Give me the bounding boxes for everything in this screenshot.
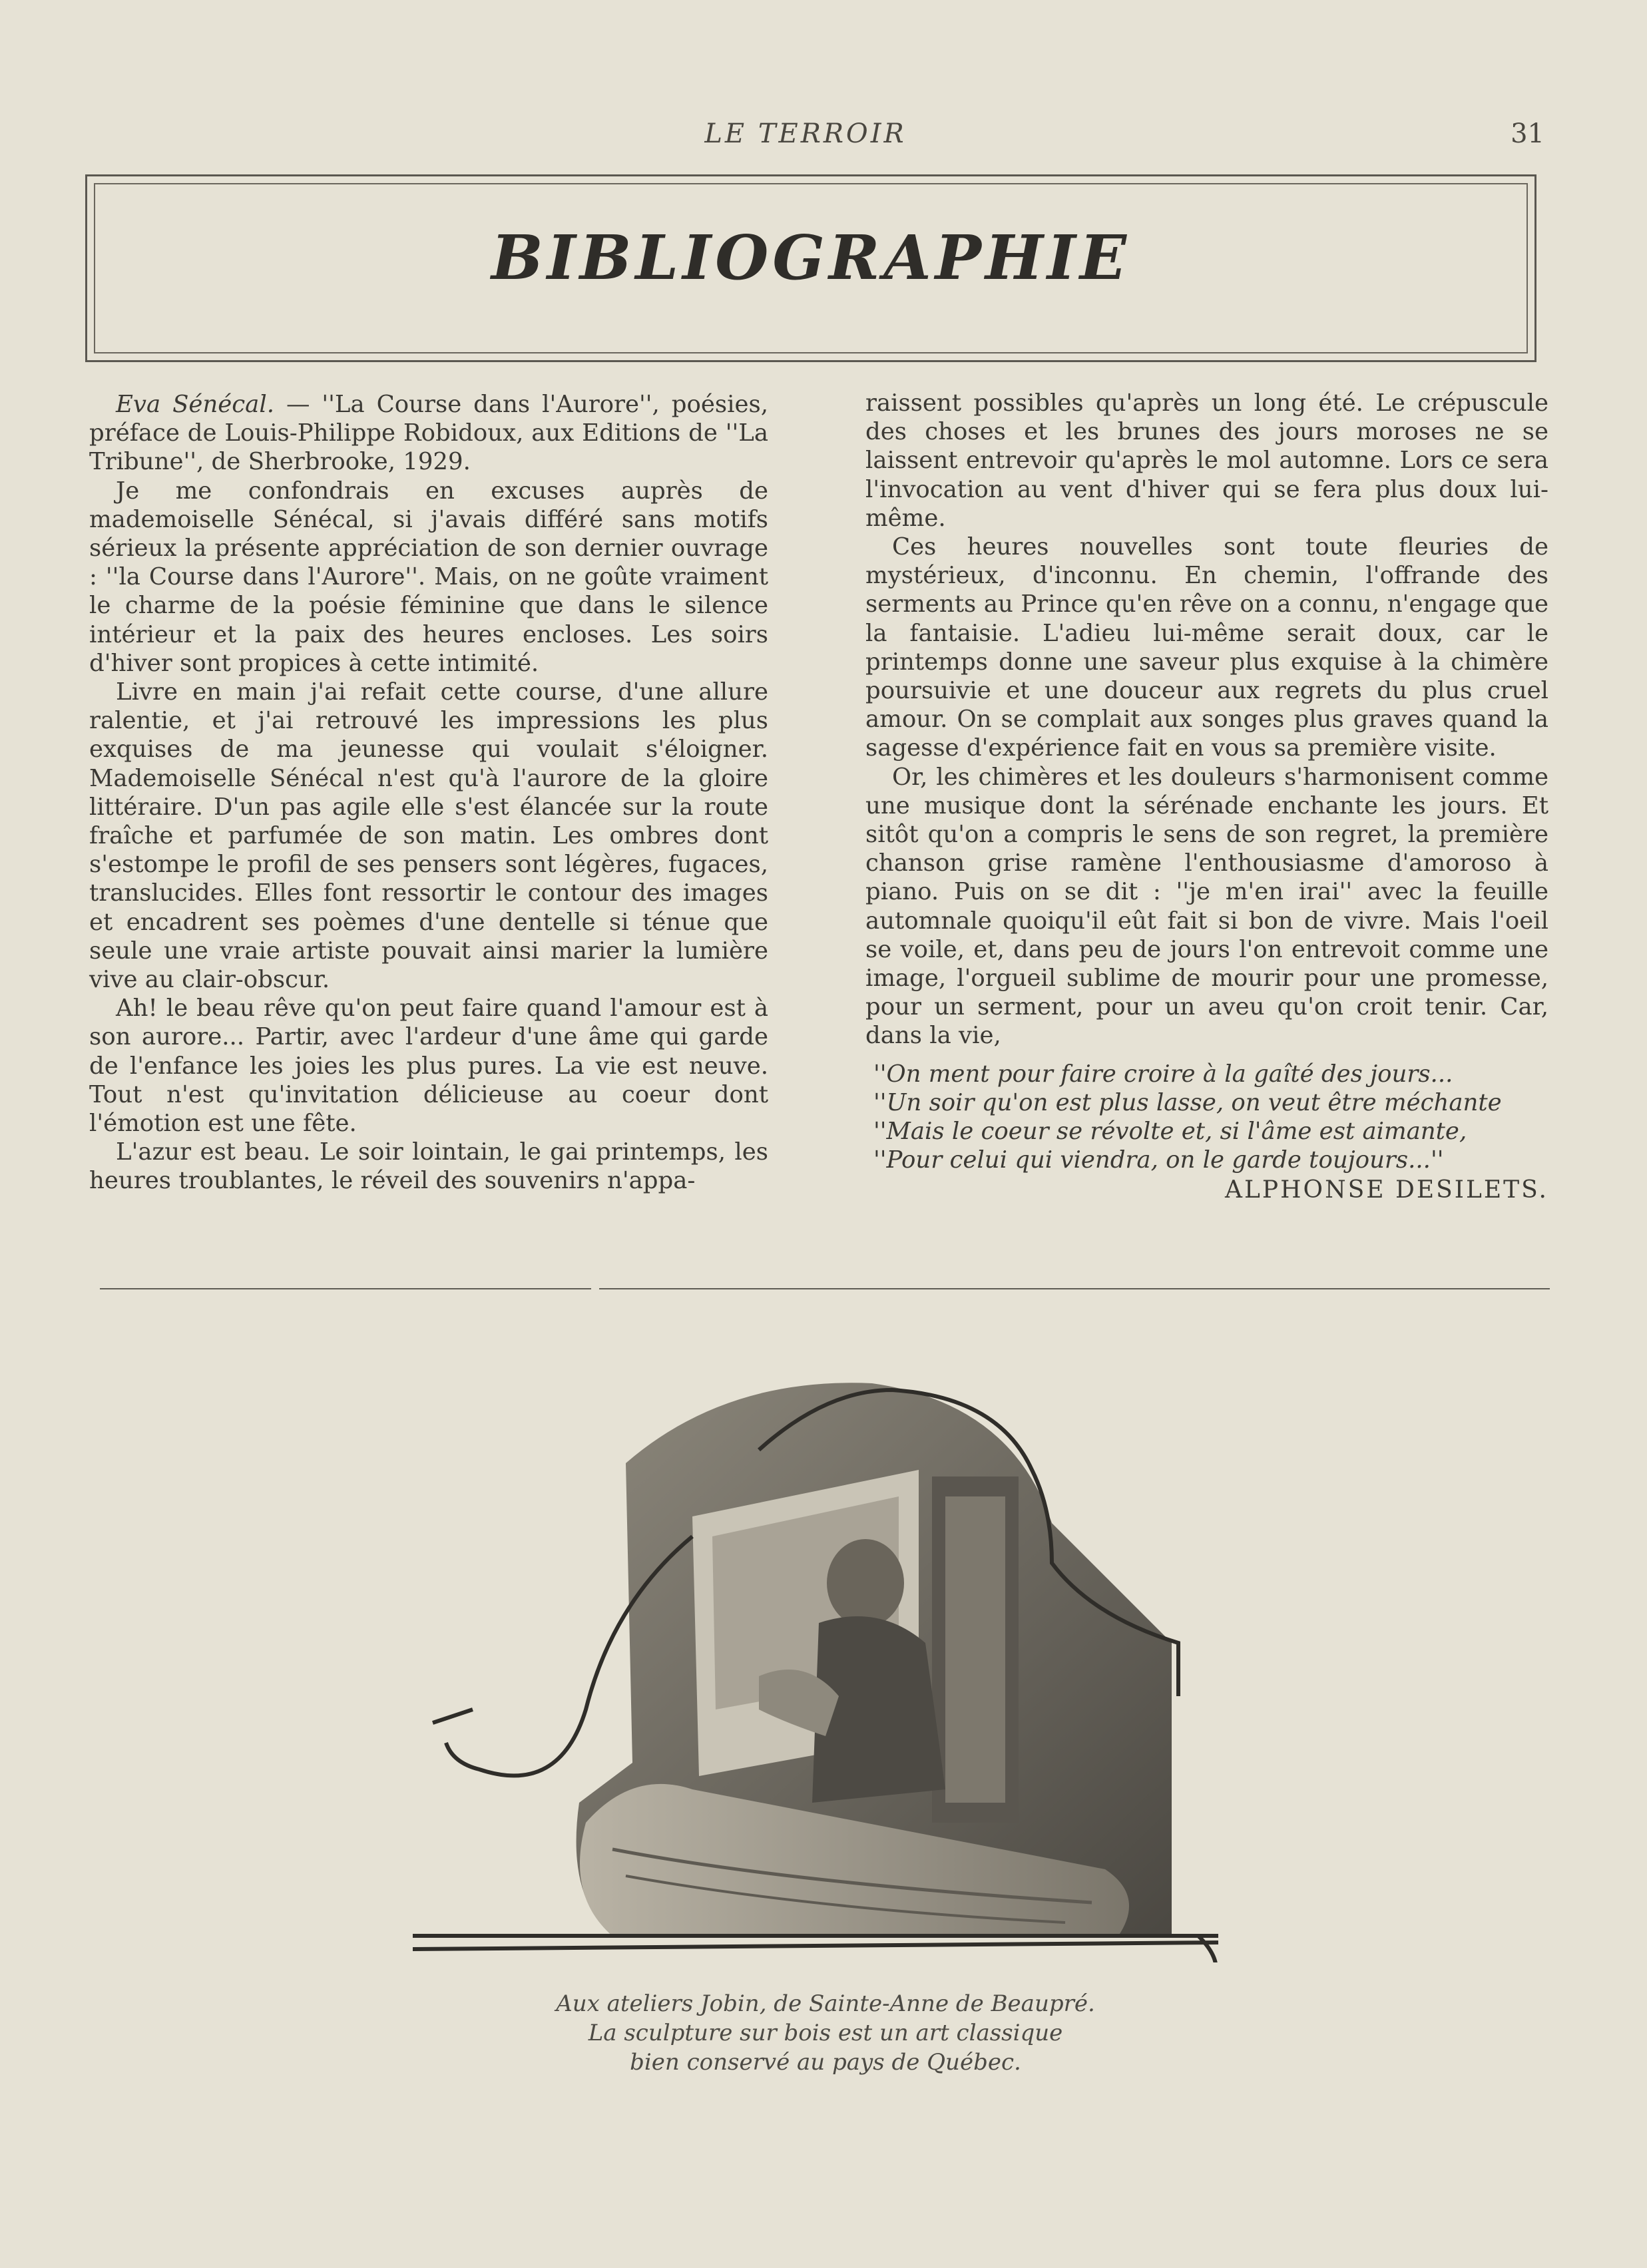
verse-line: ''Mais le coeur se révolte et, si l'âme est aimante, — [873, 1118, 1467, 1146]
section-title-frame — [85, 174, 1536, 362]
article-paragraph: Je me confondrais en excuses auprès de mademoiselle Sénécal, si j'avais différé sans motifs sérieux la présente appréciation de son dernier ouvrage : ''la Course dans l'Aurore''. Mais, on ne goûte vraiment le charme de la poésie féminine que dans le silence intérieur et la paix des heures encloses. Les soirs d'hiver sont propices à cette intimité. — [89, 477, 768, 677]
review-citation: — ''La Course dans l'Aurore'', poésies, préface de Louis-Philippe Robidoux, aux Editions de ''La Tribune'', de Sherbrooke, 1929. — [89, 391, 768, 476]
quoted-verse — [865, 1060, 1548, 1175]
woodcarving-workshop-illustration — [413, 1363, 1252, 1962]
article-paragraph: Ces heures nouvelles sont toute fleuries de mystérieux, d'inconnu. En chemin, l'offrande des serments au Prince qu'en rêve on a connu, n'engage que la fantaisie. L'adieu lui-même serait doux, car le printemps donne une saveur plus exquise à la chimère poursuivie et une douceur aux regrets du plus cruel amour. On se complait aux songes plus graves quand la sagesse d'expérience fait en vous sa première visite. — [865, 533, 1548, 762]
article-paragraph: L'azur est beau. Le soir lointain, le gai printemps, les heures troublantes, le réveil des souvenirs n'appa- — [89, 1138, 768, 1195]
verse-line: ''Pour celui qui viendra, on le garde toujours...'' — [873, 1146, 1444, 1174]
article-paragraph: Or, les chimères et les douleurs s'harmonisent comme une musique dont la sérénade enchante les jours. Et sitôt qu'on a compris le sens de son regret, la première chanson grise ramène l'enthousiasme d'amoroso à piano. Puis on se dit : ''je m'en irai'' avec la feuille automnale quoiqu'il eût fait si bon de vivre. Mais l'oeil se voile, et, dans peu de jours l'on entrevoit comme une image, l'orgueil sublime de mourir pour une promesse, pour un serment, pour un aveu qu'on croit tenir. Car, dans la vie, — [865, 763, 1548, 1050]
running-title: LE TERROIR — [704, 118, 907, 149]
section-title: BIBLIOGRAPHIE — [491, 222, 1131, 294]
caption-line: La sculpture sur bois est un art classique — [588, 2020, 1063, 2046]
page-number: 31 — [1511, 118, 1544, 149]
article-signature: ALPHONSE DESILETS. — [1225, 1176, 1548, 1204]
verse-line: ''Un soir qu'on est plus lasse, on veut être méchante — [873, 1088, 1502, 1116]
section-divider — [100, 1288, 591, 1289]
caption-line: bien conservé au pays de Québec. — [630, 2049, 1021, 2076]
section-divider — [599, 1288, 1550, 1289]
review-author: Eva Sénécal. — [116, 391, 274, 418]
article-column-right — [865, 389, 1548, 1205]
article-paragraph — [89, 390, 768, 477]
article-paragraph: Ah! le beau rêve qu'on peut faire quand l'amour est à son aurore... Partir, avec l'ardeur d'une âme qui garde de l'enfance les joies les plus pures. La vie est neuve. Tout n'est qu'invitation délicieuse au coeur dont l'émotion est une fête. — [89, 995, 768, 1138]
caption-line: Aux ateliers Jobin, de Sainte-Anne de Beaupré. — [556, 1990, 1095, 2017]
illustration-caption — [466, 1989, 1185, 2077]
verse-line: ''On ment pour faire croire à la gaîté des jours... — [873, 1060, 1453, 1088]
article-column-left — [89, 390, 768, 1196]
article-paragraph: Livre en main j'ai refait cette course, d'une allure ralentie, et j'ai retrouvé les impressions les plus exquises de ma jeunesse qui voulait s'éloigner. Mademoiselle Sénécal n'est qu'à l'aurore de la gloire littéraire. D'un pas agile elle s'est élancée sur la route fraîche et parfumée de son matin. Les ombres dont s'estompe le profil de ses pensers sont légères, fugaces, translucides. Elles font ressortir le contour des images et encadrent ses poèmes d'une dentelle si ténue que seule une vraie artiste pouvait ainsi marier la lumière vive au clair-obscur. — [89, 678, 768, 994]
article-paragraph: raissent possibles qu'après un long été. Le crépuscule des choses et les brunes des jours moroses ne se laissent entrevoir qu'après le mol automne. Lors ce sera l'invocation au vent d'hiver qui se fera plus doux lui-même. — [865, 389, 1548, 532]
